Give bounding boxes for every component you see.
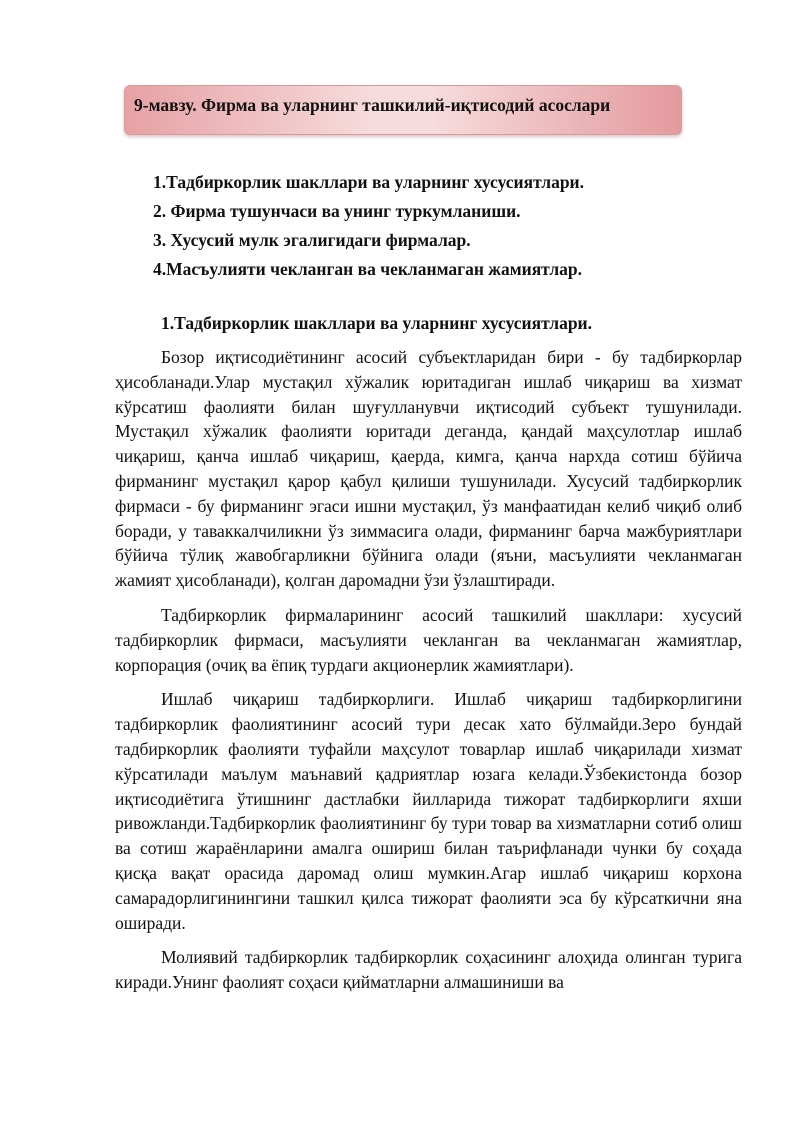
paragraph-3: Ишлаб чиқариш тадбиркорлиги. Ишлаб чиқариш тадбиркорлигини тадбиркорлик фаолиятининг асосий тури десак хато бўлмайди.Зеро бундай тадбиркорлик фаолияти туфайли маҳсулот товарлар ишлаб чиқарилади хизмат кўрсатилади маълум маънавий қадриятлар юзага келади.Ўзбекистонда бозор иқтисодиётига ўтишнинг дастлабки йилларида тижорат тадбиркорлиги яхши ривожланди.Тадбиркорлик фаолиятининг бу тури товар ва хизматларни сотиб олиш ва сотиш жараёнларини амалга ошириш билан таърифланади чунки бу соҳада қисқа вақат орасида даромад олиш мумкин.Агар ишлаб чиқариш корхона самарадорлигинингини ташкил қилса тижорат фаолияти эса бу кўрсаткични яна оширади. (115, 689, 742, 933)
topic-title-banner (124, 85, 682, 135)
topic-outline (153, 168, 713, 284)
paragraph-4: Молиявий тадбиркорлик тадбиркорлик соҳасининг алоҳида олинган турига киради.Унинг фаолият соҳаси қийматларни алмашиниши ва (115, 947, 742, 993)
outline-item-2: 2. Фирма тушунчаси ва унинг туркумланиши. (153, 201, 521, 221)
body-text (115, 345, 742, 1005)
section-heading: 1.Тадбиркорлик шакллари ва уларнинг хусусиятлари. (161, 313, 593, 333)
outline-item-3: 3. Хусусий мулк эгалигидаги фирмалар. (153, 230, 471, 250)
paragraph-1: Бозор иқтисодиётининг асосий субъектларидан бири - бу тадбиркорлар ҳисобланади.Улар мустақил хўжалик юритадиган ишлаб чиқариш ва хизмат кўрсатиш фаолияти билан шуғулланувчи иқтисодий субъект тушунилади. Мустақил хўжалик фаолияти юритади деганда, қандай маҳсулотлар ишлаб чиқариш, қанча ишлаб чиқариш, қаерда, кимга, қанча нархда сотиш бўйича фирманинг мустақил қарор қабул қилиши тушунилади. Хусусий тадбиркорлик фирмаси - бу фирманинг эгаси ишни мустақил, ўз манфаатидан келиб чиқиб олиб боради, у таваккалчиликни ўз зиммасига олади, фирманинг барча мажбуриятлари бўйича тўлиқ жавобгарликни бўйнига олади (яъни, масъулияти чекланмаган жамият ҳисобланади), қолган даромадни ўзи ўзлаштиради. (115, 347, 742, 591)
paragraph-2: Тадбиркорлик фирмаларининг асосий ташкилий шакллари: хусусий тадбиркорлик фирмаси, масъулияти чекланган ва чекланмаган жамиятлар, корпорация (очиқ ва ёпиқ турдаги акционерлик жамиятлари). (115, 604, 742, 675)
outline-item-4: 4.Масъулияти чекланган ва чекланмаган жамиятлар. (153, 259, 583, 279)
topic-title: 9-мавзу. Фирма ва уларнинг ташкилий-иқтисодий асослари (134, 95, 611, 115)
outline-item-1: 1.Тадбиркорлик шакллари ва уларнинг хусусиятлари. (153, 172, 585, 192)
